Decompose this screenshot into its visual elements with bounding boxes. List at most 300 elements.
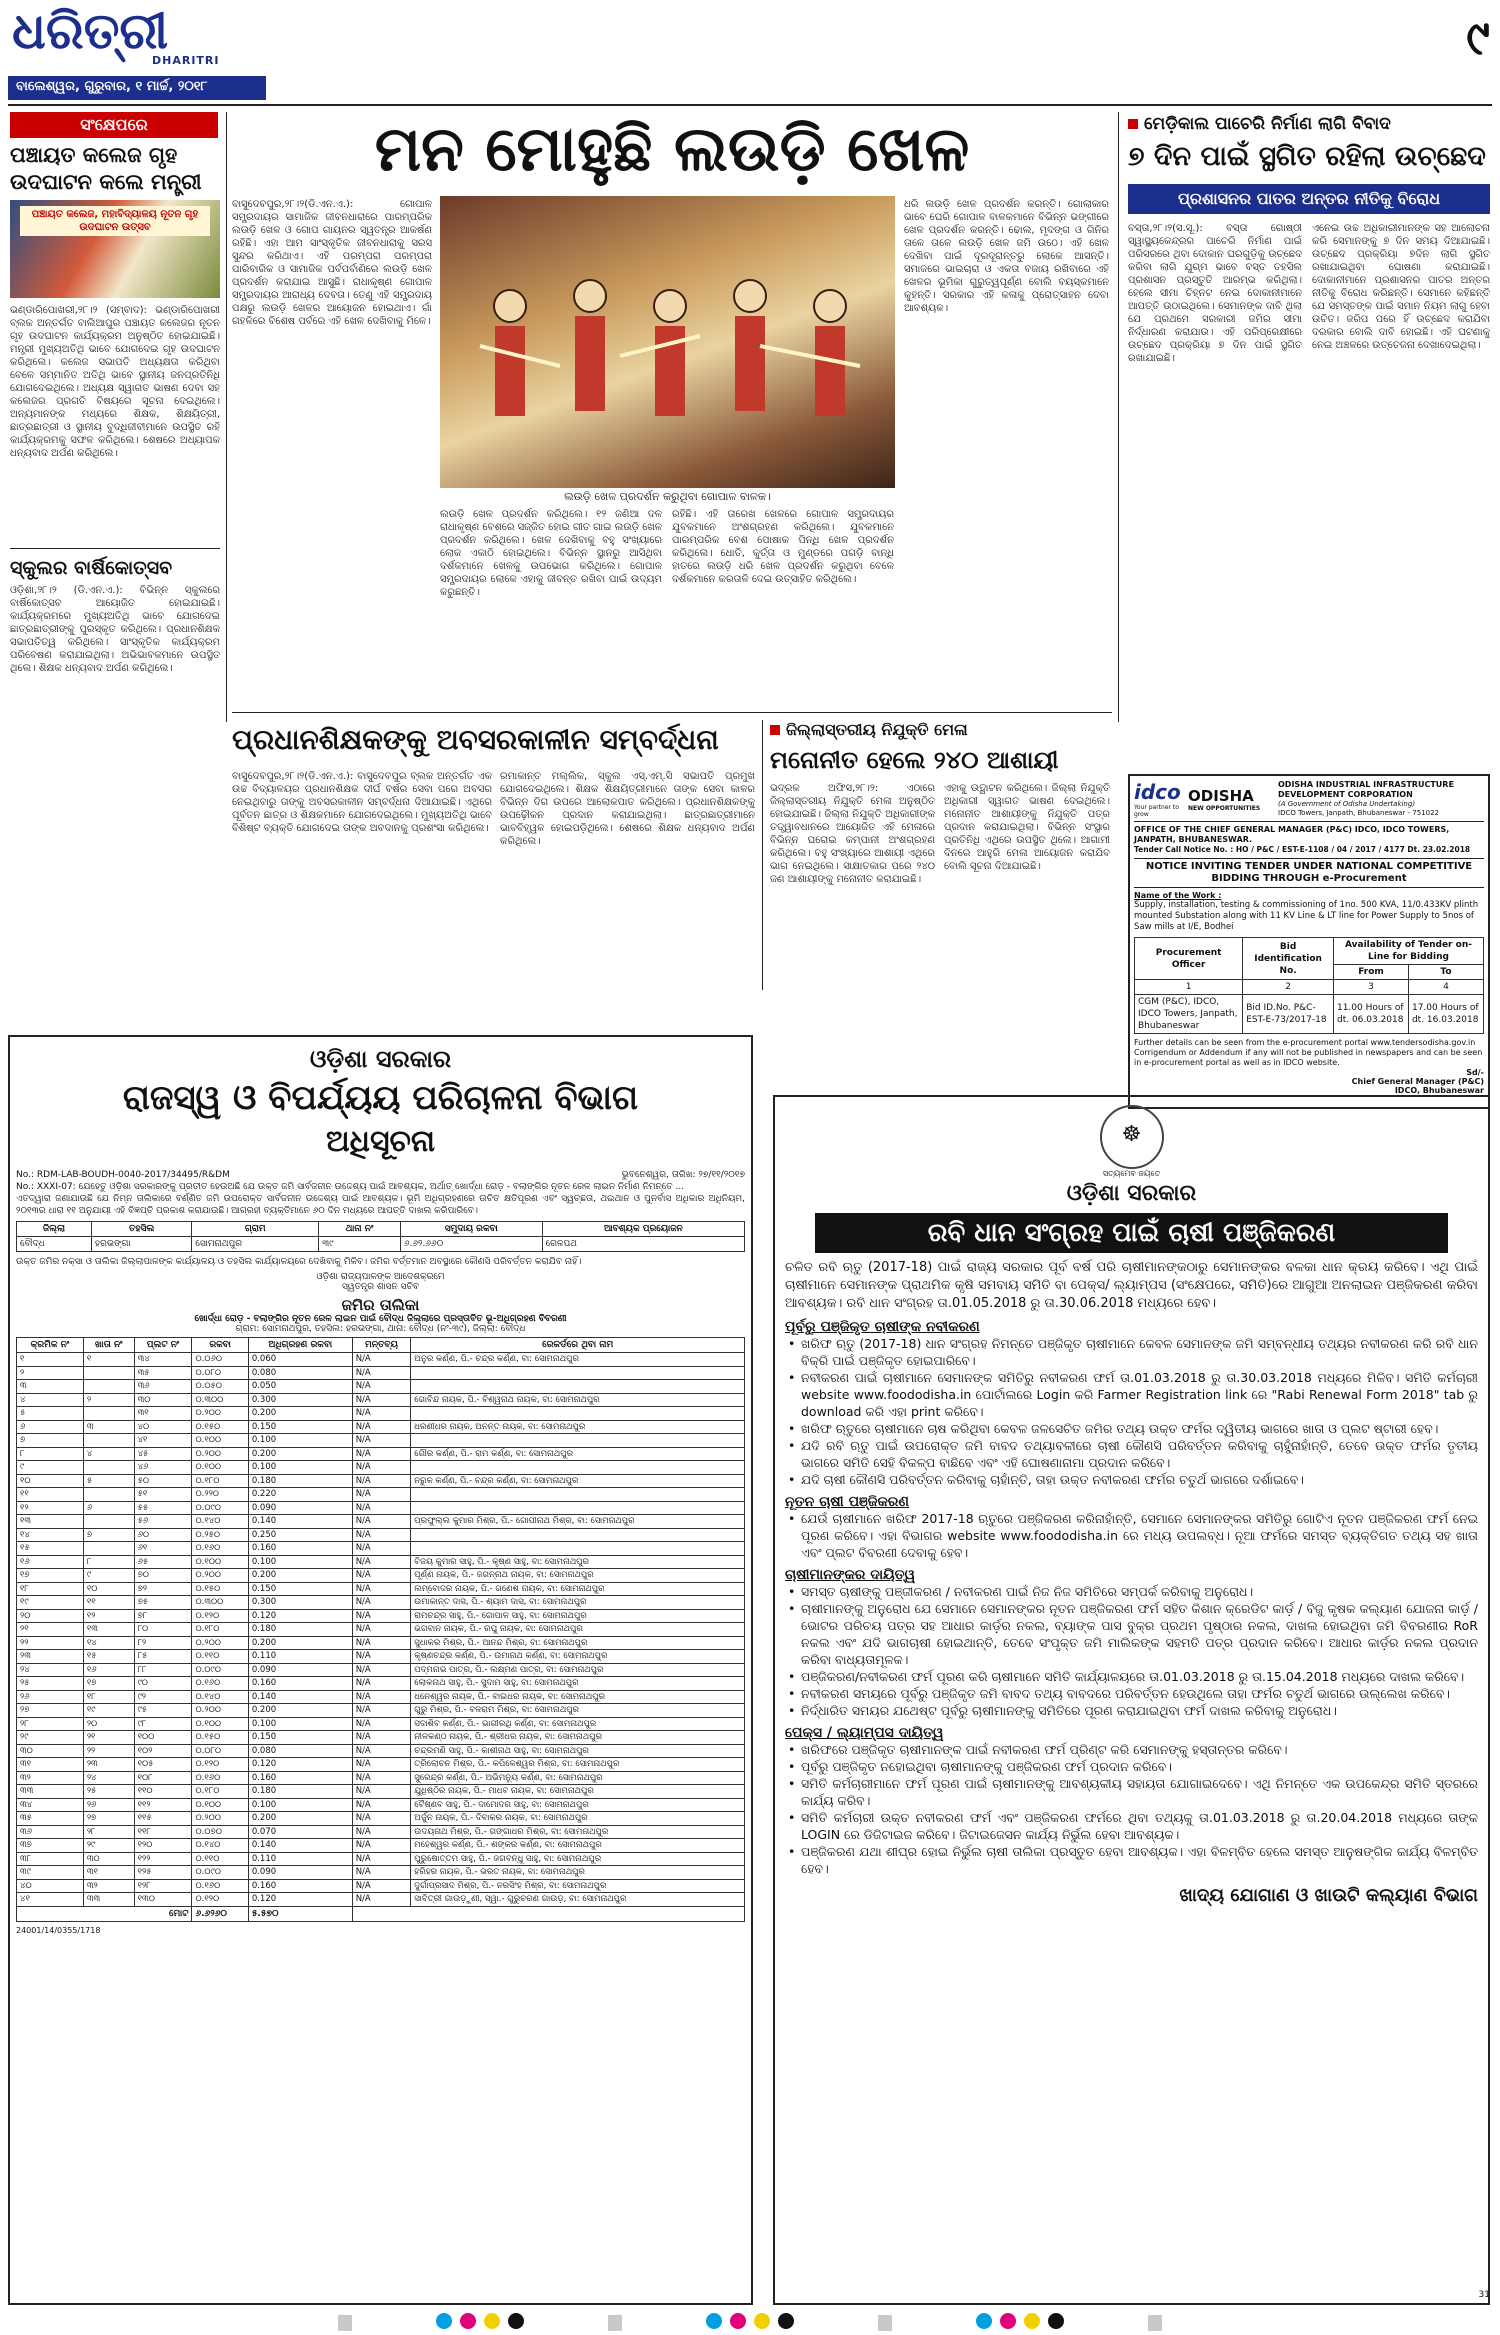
idco-footer: Further details can be seen from the e-procurement portal www.tendersodisha.gov.in Corrigendum or Addendum if any will not be published in newspapers and can be seen in e-procurement portal as well as in IDCO website. (1134, 1038, 1483, 1067)
table-cell: ୨ (83, 1393, 134, 1407)
table-row (17, 1798, 745, 1812)
table-cell: ୩୪ (17, 1798, 84, 1812)
table-cell: ୦.୧୪୦ (192, 1839, 248, 1853)
idco-th: Availability of Tender on-Line for Bidding (1333, 938, 1483, 965)
table-cell: ଅର୍ଜୁନ ନାୟକ, ପି.- ଦିବାକର ନାୟକ, ବା: ସୋମନାଥପୁର (411, 1812, 745, 1826)
table-cell: ୩୨ (17, 1771, 84, 1785)
table-cell: ୩୦ (134, 1393, 192, 1407)
table-row (17, 1852, 745, 1866)
table-cell: ଯୁଧିଷ୍ଠିର ନାୟକ, ପି.- ମାଧବ ନାୟକ, ବା: ସୋମନାଥପୁର (411, 1785, 745, 1799)
revenue-th: ଥାନା ନଂ (319, 1222, 401, 1237)
table-cell: ୧୬ (83, 1663, 134, 1677)
table-cell: ୧୨୮ (134, 1879, 192, 1893)
table-cell: 0.300 (248, 1393, 352, 1407)
list-item: • ପୂର୍ବରୁ ପଞ୍ଜିକୃତ ନହୋଇଥିବା ଚାଷୀମାନଙ୍କୁ ପଞ୍ଜିକରଣ ଫର୍ମ ପ୍ରଦାନ କରିବେ। (785, 1758, 1478, 1775)
revenue-dept: ରାଜସ୍ୱ ଓ ବିପର୍ଯ୍ୟୟ ପରିଚାଳନା ବିଭାଗ (122, 1078, 639, 1118)
table-cell: N/A (352, 1366, 411, 1380)
gray-block (1148, 2315, 1162, 2331)
medical-col1: ବସ୍ତା,୨୮।୨(ସ.ସୂ.): ବସ୍ତା ଗୋଷ୍ଠୀ ସ୍ୱାସ୍ଥ୍ୟକେନ୍ଦ୍ରର ପାଚେରି ନିର୍ମାଣ ପାଇଁ ପରିସରରେ ଥିବା ଦୋକାନ ଘରଗୁଡ଼ିକୁ ଉଚ୍ଛେଦ କରିବା ଲାଗି ଯୁଗ୍ମ ଭାବେ ବସ୍ତ ତହସିଲ ପ୍ରଶାସନ ପ୍ରସ୍ତୁତି ଆରମ୍ଭ କରିଥିଲା। ହେଲେ ସୀମା ଚିହ୍ନଟ ନେଇ ଦୋକାନୀମାନେ ଆପତ୍ତି ଉଠାଇଥିଲେ। ସେମାନଙ୍କ ଦାବି ଥିଲା ଯେ ପ୍ରଥମେ ସରକାରୀ ଜମିର ସୀମା ନିର୍ଦ୍ଧାରଣ କରାଯାଉ। ଏହି ପରିପ୍ରେକ୍ଷୀରେ ଉଚ୍ଛେଦ ପ୍ରକ୍ରିୟା ୭ ଦିନ ପାଇଁ ସ୍ଥଗିତ ରଖାଯାଇଛି। (1128, 223, 1302, 364)
table-cell: ୨୦ (17, 1609, 84, 1623)
school-body: ଓଡ଼ିଶା,୨୮।୨ (ଡି.ଏନ.ଏ.): ବିଭିନ୍ନ ସ୍କୁଲରେ ବାର୍ଷିକୋତ୍ସବ ଆୟୋଜିତ ହୋଇଯାଇଛି। କାର୍ଯ୍ୟକ୍ରମରେ ମୁଖ୍ୟଅତିଥି ଭାବେ ଯୋଗଦେଇ ଛାତ୍ରଛାତ୍ରୀଙ୍କୁ ପୁରସ୍କୃତ କରିଥିଲେ। ପ୍ରଧାନଶିକ୍ଷକ ସଭାପତିତ୍ୱ କରିଥିଲେ। ସାଂସ୍କୃତିକ କାର୍ଯ୍ୟକ୍ରମ ପରିବେଷଣ କରାଯାଇଥିଲା। ଅଭିଭାବକମାନେ ଉପସ୍ଥିତ ଥିଲେ। ଶିକ୍ଷକ ଧନ୍ୟବାଦ ଅର୍ପଣ କରିଥିଲେ। (10, 585, 220, 674)
revenue-td: ୬.୬୨.୬୬୦ (400, 1237, 542, 1252)
table-cell: N/A (352, 1569, 411, 1583)
table-cell: 0.110 (248, 1650, 352, 1664)
table-cell (83, 1434, 134, 1448)
rojgar-col1: ଭଦ୍ରକ ଅଫିସ,୨୮।୨: ଏଠାରେ ଜିଲ୍ଲାସ୍ତରୀୟ ନିଯୁକ୍ତି ମେଳା ଅନୁଷ୍ଠିତ ହୋଇଯାଇଛି। ଜିଲ୍ଲା ନିଯୁକ୍ତି ଅଧିକାରୀଙ୍କ ତତ୍ତ୍ୱାବଧାନରେ ଆୟୋଜିତ ଏହି ମେଳାରେ ବିଭିନ୍ନ ଘରୋଇ କମ୍ପାନୀ ଅଂଶଗ୍ରହଣ କରିଥିଲେ। ବହୁ ସଂଖ୍ୟାରେ ଆଶାୟୀ ଏଥିରେ ଭାଗ ନେଇଥିଲେ। ସାକ୍ଷାତକାର ପରେ ୨୪୦ ଜଣ ଆଶାୟୀଙ୍କୁ ମନୋନୀତ କରାଯାଇଛି। (770, 783, 935, 885)
logo-text: ଧରିତ୍ରୀ (12, 1, 169, 60)
table-row (17, 1825, 745, 1839)
idco-sign: Chief General Manager (P&C) (1351, 1077, 1484, 1086)
table-cell: ପୁରୁଷୋତ୍ତମ ସାହୁ, ପି.- ଜଗବନ୍ଧୁ ସାହୁ, ବା: ସୋମନାଥପୁର (411, 1852, 745, 1866)
table-cell: ୫ (17, 1407, 84, 1421)
rojgar-headline: ମନୋନୀତ ହେଲେ ୨୪୦ ଆଶାୟୀ (770, 746, 1059, 774)
list-item: • ଖରିଫରେ ପଞ୍ଜିକୃତ ଚାଷୀମାନଙ୍କ ପାଇଁ ନବୀକରଣ ଫର୍ମ ପ୍ରିଣ୍ଟ କରି ସେମାନଙ୍କୁ ହସ୍ତାନ୍ତର କରିବେ। (785, 1741, 1478, 1758)
table-cell: ୦.୧୦୦ (192, 1798, 248, 1812)
table-cell: ୨୮ (83, 1825, 134, 1839)
table-cell: ୦.୨୦୦ (192, 1447, 248, 1461)
table-row (17, 1609, 745, 1623)
table-cell: ଭଗବାନ ନାୟକ, ପି.- ରଘୁ ନାୟକ, ବା: ସୋମନାଥପୁର (411, 1623, 745, 1637)
table-cell: ୬୫ (134, 1555, 192, 1569)
idco-th: From (1333, 965, 1408, 980)
table-cell: ୧୯ (17, 1596, 84, 1610)
table-row (17, 1785, 745, 1799)
table-cell: ୧୦୮ (134, 1771, 192, 1785)
table-cell: ୩୧ (134, 1407, 192, 1421)
revenue-ref1: No.: RDM-LAB-BOUDH-0040-2017/34495/R&DM (16, 1170, 230, 1180)
table-cell: ୧୨୨ (134, 1852, 192, 1866)
table-cell: 0.200 (248, 1636, 352, 1650)
revenue-ref2: No.: XXXI-07: ଯେହେତୁ ଓଡ଼ିଶା ସରକାରଙ୍କୁ ପ୍ରତୀତ ହେଉଅଛି ଯେ ଉକ୍ତ ଜମି ସାର୍ବଜନୀନ ଉଦ୍ଦେଶ୍ୟ ପାଇଁ ଆବଶ୍ୟକ, ଅର୍ଥାତ୍ ଖୋର୍ଦ୍ଧା ରୋଡ଼ - ବଲାଙ୍ଗିର ନୂତନ ରେଳ ଲାଇନ ନିର୍ମାଣ ନିମନ୍ତେ ... (16, 1182, 685, 1192)
table-cell: ୧୨ (17, 1501, 84, 1515)
rabi-intro: ଚଳିତ ରବି ଋତୁ (2017-18) ପାଇଁ ରାଜ୍ୟ ସରକାର ପୂର୍ବ ବର୍ଷ ପରି ଚାଷୀମାନଙ୍କଠାରୁ ସେମାନଙ୍କର ବଳକା ଧାନ କ୍ରୟ କରିବେ। ଏଥି ପାଇଁ ଚାଷୀମାନେ ସେମାନଙ୍କ ପ୍ରାଥମିକ କୃଷି ସମବାୟ ସମିତି ବା ପେକ୍ସ/ ଲ୍ୟାମ୍ପସ (ସଂକ୍ଷେପରେ, ସମିତି)ରେ ଆଗୁଆ ଅନଲାଇନ ପଞ୍ଜିକରଣ କରିବା ଆବଶ୍ୟକ। ରବି ଧାନ ସଂଗ୍ରହ ତା.01.05.2018 ରୁ ତା.30.06.2018 ମଧ୍ୟରେ ହେବ। (785, 1260, 1478, 1311)
revenue-sign2: ସ୍ୱତନ୍ତ୍ର ଶାସନ ସଚିବ (341, 1282, 420, 1292)
table-row (17, 1582, 745, 1596)
sankhepare-photo (10, 200, 220, 298)
schedule-th: ଖାତା ନଂ (83, 1338, 134, 1353)
table-cell: ୨୨ (83, 1744, 134, 1758)
table-cell: N/A (352, 1501, 411, 1515)
table-row (17, 1893, 745, 1907)
rojgar-kicker (770, 720, 1110, 740)
table-cell: ୮୮ (134, 1663, 192, 1677)
table-cell: N/A (352, 1812, 411, 1826)
rabi-govt: ଓଡ଼ିଶା ସରକାର (1066, 1181, 1197, 1206)
column-rule (226, 112, 227, 722)
table-row (17, 1474, 745, 1488)
table-row (17, 1461, 745, 1475)
table-cell: ନରୁଳ କର୍ଣ୍ଣ, ପି.- ଚନ୍ଦ୍ର କର୍ଣ୍ଣ, ବା: ସୋମନାଥପୁର (411, 1474, 745, 1488)
table-cell: ୦.୦୮୦ (192, 1366, 248, 1380)
table-cell: ତ୍ରିଲୋଚନ ମିଶ୍ର, ପି.- କପିଳେଶ୍ୱର ମିଶ୍ର, ବା: ସୋମନାଥପୁର (411, 1758, 745, 1772)
table-cell: ୫୧ (134, 1488, 192, 1502)
revenue-td: ୩୯ (319, 1237, 401, 1252)
table-cell: ୬ (83, 1501, 134, 1515)
table-cell: ୩ (83, 1420, 134, 1434)
table-cell: 0.160 (248, 1771, 352, 1785)
table-row (17, 1866, 745, 1880)
table-cell: 0.090 (248, 1663, 352, 1677)
table-cell: N/A (352, 1353, 411, 1367)
table-cell: N/A (352, 1650, 411, 1664)
footer-page-number: 31 (1478, 2290, 1490, 2300)
table-cell: N/A (352, 1798, 411, 1812)
table-cell: ୨୬ (17, 1690, 84, 1704)
registration-dot (436, 2313, 452, 2329)
table-cell: ୬୧ (134, 1542, 192, 1556)
schedule-th: କ୍ରମିକ ନଂ (17, 1338, 84, 1353)
table-cell: N/A (352, 1744, 411, 1758)
list-item: • ସମିତି କର୍ମଚାରୀ ଉକ୍ତ ନବୀକରଣ ଫର୍ମ ଏବଂ ପଞ୍ଜିକରଣ ଫର୍ମରେ ଥିବା ତଥ୍ୟକୁ ତା.01.03.2018 ରୁ ତା.20.04.2018 ମଧ୍ୟରେ ତାଙ୍କ LOGIN ରେ ଡିଜିଟାଇଜ କରିବେ। ଜିଟାଇଜେସନ କାର୍ଯ୍ୟ ନିର୍ଭୁଲ ହେବା ଆବଶ୍ୟକ। (785, 1809, 1478, 1843)
table-cell: ଗୋବିନ୍ଦ ନାୟକ, ପି.- ବିଶ୍ୱନାଥ ନାୟକ, ବା: ସୋମନାଥପୁର (411, 1393, 745, 1407)
table-cell: ୨୦ (83, 1717, 134, 1731)
revenue-sched-title: ଜମିର ତାଲିକା (341, 1296, 420, 1314)
table-cell: 0.090 (248, 1501, 352, 1515)
masthead-logo (12, 2, 312, 70)
table-cell: ଗୌର କର୍ଣ୍ଣ, ପି.- ରାମ କର୍ଣ୍ଣ, ବା: ସୋମନାଥପୁର (411, 1447, 745, 1461)
table-cell: ୫ (83, 1474, 134, 1488)
table-cell: ୦.୧୬୦ (192, 1542, 248, 1556)
school-headline: ସ୍କୁଲର ବାର୍ଷିକୋତ୍ସବ (10, 557, 173, 579)
table-cell: ୩୩ (17, 1785, 84, 1799)
table-cell: ୦.୧୫୦ (192, 1420, 248, 1434)
table-cell: N/A (352, 1717, 411, 1731)
ludi-col1: ବାସୁଦେବପୁର,୨୮।୨(ଡି.ଏନ.ଏ.): ଗୋପାଳ ସମ୍ପ୍ରଦାୟର ସାମାଜିକ ଜୀବନଧାରାରେ ପାରମ୍ପରିକ ଲଉଡ଼ି ଖେଳ ଓ ଗୋପ ଗାୟନର ସ୍ୱତନ୍ତ୍ର ଆକର୍ଷଣ ରହିଛି। ଏହା ଆମ ସାଂସ୍କୃତିକ ଜୀବନଧାରାକୁ ସରସ ସୁନ୍ଦର କରିଥାଏ। ଏହି ପରମ୍ପରା ପରମ୍ପରା ପାରିବାରିକ ଓ ସାମାଜିକ ପର୍ବପର୍ବାଣିରେ ଲଉଡ଼ି ଖେଳ ପ୍ରଦର୍ଶନ କରାଯାଇ ଆସୁଛି। ରାଧାକୃଷ୍ଣ ଗୋପାଳ ସମ୍ପ୍ରଦାୟର ଆରାଧ୍ୟ ଦେବତା। ତେଣୁ ଏହି ସମ୍ପ୍ରଦାୟ ପକ୍ଷରୁ ଲଉଡ଼ି ଖେଳର ଆୟୋଜନ ହୋଇଥାଏ। ଗାଁ ଗହଳିରେ ବିଶେଷ ପର୍ବରେ ଏହି ଖେଳ ଦେଖିବାକୁ ମିଳେ। (232, 199, 432, 327)
odisha-logo-text: ODISHA (1188, 786, 1254, 805)
table-cell: N/A (352, 1839, 411, 1853)
table-cell: ୨୯ (17, 1731, 84, 1745)
idco-td: CGM (P&C), IDCO, IDCO Towers, Janpath, Bhubaneswar (1135, 995, 1243, 1034)
list-item: • ପଞ୍ଜିକରଣ ଯଥା ଶୀଘ୍ର ହୋଇ ନିର୍ଭୁଲ ଚାଷୀ ତାଲିକା ପ୍ରସ୍ତୁତ ହେବା ଆବଶ୍ୟକ। ଏହା ବିଳମ୍ବିତ ହେଲେ ସମସ୍ତ ଆନୁଷଙ୍ଗିକ କାର୍ଯ୍ୟ ବିଳମ୍ବିତ ହେବ। (785, 1843, 1478, 1877)
color-dots (702, 2313, 798, 2333)
table-cell: 0.140 (248, 1515, 352, 1529)
idco-td: 11.00 Hours of dt. 06.03.2018 (1333, 995, 1408, 1034)
pradhan-col2: ରମାକାନ୍ତ ମଲ୍ଲିକ, ସ୍କୁଲ ଏସ୍.ଏମ୍.ସି ସଭାପତି ପ୍ରମୁଖ ଯୋଗଦେଇଥିଲେ। ଶିକ୍ଷକ ଶିକ୍ଷୟିତ୍ରୀମାନେ ତାଙ୍କ ସେବା କାଳର ବିଭିନ୍ନ ଦିଗ ଉପରେ ଆଲୋକପାତ କରିଥିଲେ। ପ୍ରଧାନଶିକ୍ଷକଙ୍କୁ ଉପଢ଼ୌକନ ପ୍ରଦାନ କରାଯାଇଥିଲା। ଛାତ୍ରଛାତ୍ରୀମାନେ ଭାବବିହ୍ୱଳ ହୋଇପଡ଼ିଥିଲେ। ଶେଷରେ ଶିକ୍ଷକ ଧନ୍ୟବାଦ ଅର୍ପଣ କରିଥିଲେ। (500, 771, 755, 847)
table-cell: N/A (352, 1407, 411, 1421)
masthead (0, 0, 1500, 106)
table-cell: ୯ (83, 1569, 134, 1583)
rabi-s3-list (785, 1583, 1478, 1719)
divider (10, 548, 220, 549)
rabi-section-title: ନୂତନ ଚାଷୀ ପଞ୍ଜିକରଣ (785, 1494, 909, 1510)
gray-block (608, 2315, 622, 2331)
table-cell: ୩୭ (17, 1839, 84, 1853)
table-row (17, 1434, 745, 1448)
idco-td: Bid ID.No. P&C-EST-E-73/2017-18 (1243, 995, 1334, 1034)
idco-table (1134, 937, 1484, 1034)
schedule-th: ପ୍ଲଟ ନଂ (134, 1338, 192, 1353)
divider (232, 712, 1112, 713)
table-cell: N/A (352, 1488, 411, 1502)
table-cell: ୪୧ (17, 1893, 84, 1907)
table-cell: ୦.୧୬୦ (192, 1677, 248, 1691)
table-cell: ୦.୦୭୦ (192, 1825, 248, 1839)
column-rule (762, 720, 763, 990)
table-cell: ୧୩୦ (134, 1893, 192, 1907)
table-cell: ୧୧୮ (134, 1825, 192, 1839)
pradhan-col1: ବାସୁଦେବପୁର,୨୮।୨(ଡି.ଏନ.ଏ.): ବାସୁଦେବପୁର ବ୍ଲକ ଅନ୍ତର୍ଗତ ଏକ ଉଚ୍ଚ ବିଦ୍ୟାଳୟର ପ୍ରଧାନଶିକ୍ଷକ ଦୀର୍ଘ ବର୍ଷର ସେବା ପରେ ଅବସର ନେଇଥିବାରୁ ତାଙ୍କୁ ଅବସରକାଳୀନ ସମ୍ବର୍ଦ୍ଧନା ଦିଆଯାଇଛି। ଏଥିରେ ପୂର୍ବତନ ଛାତ୍ର ଓ ଶିକ୍ଷକମାନେ ଯୋଗଦେଇଥିଲେ। ମୁଖ୍ୟଅତିଥି ଭାବେ ବିଶିଷ୍ଟ ବ୍ୟକ୍ତି ଯୋଗଦେଇ ତାଙ୍କ ଅବଦାନକୁ ପ୍ରଶଂସା କରିଥିଲେ। (232, 771, 492, 834)
table-cell (411, 1366, 745, 1380)
ludi-col2: ଲଉଡ଼ି ଖେଳ ପ୍ରଦର୍ଶନ କରିଥିଲେ। ୧୨ ଜଣିଆ ଦଳ ରାଧାକୃଷ୍ଣ ବେଶରେ ସଜ୍ଜିତ ହୋଇ ଗୀତ ଗାଇ ଲଉଡ଼ି ଖେଳ ପ୍ରଦର୍ଶନ କରିଥିଲେ। ଖେଳ ଦେଖିବାକୁ ବହୁ ସଂଖ୍ୟାରେ ଲୋକ ଏକାଠି ହୋଇଥିଲେ। ବିଭିନ୍ନ ସ୍ଥାନରୁ ଆସିଥିବା ଦର୍ଶକମାନେ ଖେଳକୁ ଉପଭୋଗ କରିଥିଲେ। ଗୋପାଳ ସମ୍ପ୍ରଦାୟର ଲୋକେ ଏହାକୁ ଜୀବନ୍ତ ରଖିବା ପାଇଁ ଉଦ୍ୟମ କରୁଛନ୍ତି। (440, 509, 662, 598)
idco-td: 17.00 Hours of dt. 16.03.2018 (1408, 995, 1483, 1034)
revenue-th: ସମୁଦାୟ ରକବା (400, 1222, 542, 1237)
table-cell: ୦.୧୮୦ (192, 1474, 248, 1488)
revenue-th: ଜିଲ୍ଲା (17, 1222, 92, 1237)
table-cell: N/A (352, 1893, 411, 1907)
table-cell: ହରିହର ନାୟକ, ପି.- ଭରତ ନାୟକ, ବା: ସୋମନାଥପୁର (411, 1866, 745, 1880)
table-cell: ୧୧ (17, 1488, 84, 1502)
schedule-th: ରେକର୍ଡରେ ଥିବା ନାମ (411, 1338, 745, 1353)
table-cell: ୦.୧୦୦ (192, 1434, 248, 1448)
table-cell: 0.060 (248, 1353, 352, 1367)
table-cell: ୨୬ (83, 1798, 134, 1812)
table-row (17, 1731, 745, 1745)
table-cell: ୧୫ (83, 1650, 134, 1664)
table-cell: ୩୬ (17, 1825, 84, 1839)
table-cell: ବିଜୟ କୁମାର ସାହୁ, ପି.- କୃଷ୍ଣ ସାହୁ, ବା: ସୋମନାଥପୁର (411, 1555, 745, 1569)
table-cell: ୩୬ (134, 1380, 192, 1394)
table-cell: ୧୭ (83, 1677, 134, 1691)
table-cell: ୧୨୫ (134, 1866, 192, 1880)
idco-logo-text: idco (1134, 780, 1181, 804)
table-cell: ୧୦୫ (134, 1758, 192, 1772)
list-item: • ଖରିଫ ଋତୁ (2017-18) ଧାନ ସଂଗ୍ରହ ନିମନ୍ତେ ପଞ୍ଜିକୃତ ଚାଷୀମାନେ କେବଳ ସେମାନଙ୍କ ଜମି ସମ୍ବନ୍ଧୀୟ ତଥ୍ୟର ନବୀକରଣ କରି ରବି ଧାନ ବିକ୍ରି ପାଇଁ ପଞ୍ଜିକୃତ ହୋଇପାରିବେ। (785, 1335, 1478, 1369)
table-row (17, 1704, 745, 1718)
table-cell: ୨୧ (17, 1623, 84, 1637)
table-cell (411, 1380, 745, 1394)
idco-notice-title: NOTICE INVITING TENDER UNDER NATIONAL COMPETITIVE BIDDING THROUGH e-Procurement (1134, 858, 1484, 888)
revenue-th: ତହସିଲ (91, 1222, 191, 1237)
table-cell: ୧୬ (17, 1555, 84, 1569)
bullet-square-icon (1128, 119, 1138, 129)
idco-th: Procurement Officer (1135, 938, 1243, 980)
table-cell: N/A (352, 1690, 411, 1704)
column-rule (1118, 112, 1119, 722)
table-row (17, 1366, 745, 1380)
total-value: ୫.୫୭୦ (248, 1906, 352, 1921)
table-row (17, 1663, 745, 1677)
table-cell: N/A (352, 1609, 411, 1623)
table-cell: ୦.୨୦୦ (192, 1636, 248, 1650)
idco-work-label: Name of the Work : (1134, 891, 1222, 900)
table-cell: ୧୩ (17, 1515, 84, 1529)
table-cell: 0.120 (248, 1893, 352, 1907)
list-item: • ନିର୍ଦ୍ଧାରିତ ସମୟର ଯଥେଷ୍ଟ ପୂର୍ବରୁ ଚାଷୀମାନଙ୍କୁ ସମିତିରେ ପୂରଣ କରାଯାଇଥିବା ଫର୍ମ ଦାଖଲ କରିବାକୁ ଅନୁରୋଧ। (785, 1702, 1478, 1719)
table-cell: ୦.୧୪୦ (192, 1515, 248, 1529)
table-cell (83, 1488, 134, 1502)
table-cell: ୨୧ (83, 1731, 134, 1745)
idco-work: Supply, installation, testing & commissioning of 1no. 500 KVA, 11/0.433KV plinth mounted Substation along with 11 KV Line & LT line for Power Supply to 5nos of Saw mills at I/E, Bodhei (1134, 900, 1479, 932)
table-cell: ୬୦ (134, 1528, 192, 1542)
table-row (17, 1623, 745, 1637)
table-cell: ୨୨ (17, 1636, 84, 1650)
table-cell: 0.160 (248, 1542, 352, 1556)
list-item: • ସମସ୍ତ ଚାଷୀଙ୍କୁ ପଞ୍ଜୀକରଣ / ନବୀକରଣ ପାଇଁ ନିଜ ନିଜ ସମିତିରେ ସମ୍ପର୍କ କରିବାକୁ ଅନୁରୋଧ। (785, 1583, 1478, 1600)
table-cell: ପଦ୍ମନାଭ ପାତ୍ର, ପି.- ଲକ୍ଷ୍ମଣ ପାତ୍ର, ବା: ସୋମନାଥପୁର (411, 1663, 745, 1677)
table-cell: N/A (352, 1771, 411, 1785)
table-cell: ୦.୧୫୦ (192, 1582, 248, 1596)
table-cell: ୨୯ (83, 1839, 134, 1853)
table-cell: ୧୪ (17, 1528, 84, 1542)
rabi-section-title: ଚାଷୀମାନଙ୍କର ଦାୟିତ୍ୱ (785, 1567, 916, 1583)
table-cell: ୦.୨୦୦ (192, 1704, 248, 1718)
revenue-govt: ଓଡ଼ିଶା ସରକାର (309, 1045, 452, 1073)
table-cell: ୮ (17, 1447, 84, 1461)
table-cell: ୦.୦୬୦ (192, 1353, 248, 1367)
table-row (17, 1744, 745, 1758)
table-cell: ୨୩ (83, 1758, 134, 1772)
table-cell: ସୁରେନ୍ଦ୍ର କର୍ଣ୍ଣ, ପି.- ଅଭିମନ୍ୟୁ କର୍ଣ୍ଣ, ବା: ସୋମନାଥପୁର (411, 1771, 745, 1785)
table-cell: ୪୬ (134, 1461, 192, 1475)
table-cell: 0.110 (248, 1852, 352, 1866)
table-cell: N/A (352, 1636, 411, 1650)
table-cell (411, 1407, 745, 1421)
registration-dot (754, 2313, 770, 2329)
table-cell (411, 1461, 745, 1475)
table-cell (411, 1542, 745, 1556)
rabi-title: ରବି ଧାନ ସଂଗ୍ରହ ପାଇଁ ଚାଷୀ ପଞ୍ଜିକରଣ (815, 1213, 1448, 1253)
table-cell: ରାମଚନ୍ଦ୍ର ସାହୁ, ପି.- ଗୋପାଳ ସାହୁ, ବା: ସୋମନାଥପୁର (411, 1609, 745, 1623)
table-cell: N/A (352, 1758, 411, 1772)
table-cell: ପ୍ରଫୁଲ୍ଲ କୁମାର ମିଶ୍ର, ପି.- ଗୋପୀନାଥ ମିଶ୍ର, ବା: ସୋମନାଥପୁର (411, 1515, 745, 1529)
table-total-row (17, 1906, 745, 1921)
table-cell: 0.090 (248, 1866, 352, 1880)
table-cell: ୧୯ (83, 1704, 134, 1718)
idco-td: 2 (1243, 980, 1334, 995)
dancers-illustration (440, 196, 895, 488)
table-row (17, 1528, 745, 1542)
table-cell: ୨୪ (83, 1771, 134, 1785)
table-cell: ୦.୧୨୦ (192, 1609, 248, 1623)
registration-dot (730, 2313, 746, 2329)
revenue-td: ହରଭଙ୍ଗା (91, 1237, 191, 1252)
registration-dot (706, 2313, 722, 2329)
total-label: ମୋଟ (17, 1906, 192, 1921)
table-cell: ଧନେଶ୍ୱର ନାୟକ, ପି.- ବାଇଧର ନାୟକ, ବା: ସୋମନାଥପୁର (411, 1690, 745, 1704)
table-cell: ୦.୨୨୦ (192, 1488, 248, 1502)
table-row (17, 1812, 745, 1826)
idco-td: 4 (1408, 980, 1483, 995)
table-cell (411, 1488, 745, 1502)
table-cell: ୦.୧୦୦ (192, 1717, 248, 1731)
print-color-bar (0, 2312, 1500, 2334)
table-cell: 0.200 (248, 1569, 352, 1583)
table-cell: ୦.୧୦୦ (192, 1461, 248, 1475)
table-cell: ୧୧୦ (134, 1785, 192, 1799)
table-cell: N/A (352, 1866, 411, 1880)
table-cell: ସଦାଶିବ କର୍ଣ୍ଣ, ପି.- ଭାଗୀରଥି କର୍ଣ୍ଣ, ବା: ସୋମନାଥପୁର (411, 1717, 745, 1731)
table-cell: N/A (352, 1515, 411, 1529)
table-row (17, 1717, 745, 1731)
table-row (17, 1488, 745, 1502)
table-row (17, 1501, 745, 1515)
table-cell: N/A (352, 1380, 411, 1394)
table-row (17, 1839, 745, 1853)
table-cell (411, 1434, 745, 1448)
medical-kicker-text: ମେଡ଼ିକାଲ ପାଚେରି ନିର୍ମାଣ ଲାଗି ବିବାଦ (1144, 114, 1391, 134)
table-cell: ୫୫ (134, 1501, 192, 1515)
table-cell: ୭୨ (134, 1582, 192, 1596)
table-cell: ବୈଷ୍ଣବ ସାହୁ, ପି.- ଦାମୋଦର ସାହୁ, ବା: ସୋମନାଥପୁର (411, 1798, 745, 1812)
registration-dot (508, 2313, 524, 2329)
gray-block (338, 2315, 352, 2331)
table-cell (83, 1542, 134, 1556)
table-cell: ୧୦୨ (134, 1744, 192, 1758)
revenue-td: ବୌଦ୍ଧ (17, 1237, 92, 1252)
table-cell: ୦.୧୧୦ (192, 1650, 248, 1664)
table-cell: ୮୨ (134, 1636, 192, 1650)
registration-dot (484, 2313, 500, 2329)
rabi-footer: ଖାଦ୍ୟ ଯୋଗାଣ ଓ ଖାଉଟି କଲ୍ୟାଣ ବିଭାଗ (1179, 1885, 1478, 1906)
total-value: ୬.୬୨୬୦ (192, 1906, 248, 1921)
medical-headline: ୭ ଦିନ ପାଇଁ ସ୍ଥଗିତ ରହିଲା ଉଚ୍ଛେଦ (1128, 141, 1486, 172)
table-cell: 0.100 (248, 1798, 352, 1812)
table-row (17, 1636, 745, 1650)
table-row (17, 1555, 745, 1569)
rabi-s4-list (785, 1741, 1478, 1877)
table-cell: 0.220 (248, 1488, 352, 1502)
table-row (17, 1447, 745, 1461)
table-cell: ୩୨ (83, 1879, 134, 1893)
list-item: • ଚାଷୀମାନଙ୍କୁ ଅନୁରୋଧ ଯେ ସେମାନେ ସେମାନଙ୍କର ନୂତନ ପଞ୍ଜିକରଣ ଫର୍ମ ସହିତ କିଶାନ କ୍ରେଡିଟ କାର୍ଡ଼ / ବିଜୁ କୃଷକ କଲ୍ୟାଣ ଯୋଜନା କାର୍ଡ଼ / ଭୋଟର ପରିଚୟ ପତ୍ର ସହ ଆଧାର କାର୍ଡ଼ର ନକଲ, ବ୍ୟାଙ୍କ ପାସ ବୁକ୍ର ପ୍ରଥମ ପୃଷ୍ଠାର ନକଲ, ଦାଖଲ ହୋଇଥିବା ଜମି ବିବରଣୀର RoR ନକଲ ଏବଂ ଯଦି ଭାଗଚାଷୀ ହୋଇଥାନ୍ତି, ତେବେ ସଂପୃକ୍ତ ଜମି ମାଲିକଙ୍କ ସହମତି ପତ୍ର ପ୍ରଦାନ କରିବେ। ଆଧାର କାର୍ଡ଼ର ନକଲ ପ୍ରଦାନ କରିବା ବାଧ୍ୟତାମୂଳକ। (785, 1600, 1478, 1668)
table-cell: N/A (352, 1420, 411, 1434)
rabi-section-title: ପୂର୍ବରୁ ପଞ୍ଜିକୃତ ଚାଷୀଙ୍କ ନବୀକରଣ (785, 1319, 980, 1335)
table-cell: 0.300 (248, 1596, 352, 1610)
idco-org-addr: IDCO Towers, Janpath, Bhubaneswar - 751022 (1278, 809, 1439, 817)
table-row (17, 1515, 745, 1529)
table-cell: ୧୪ (83, 1636, 134, 1650)
revenue-td: ରେଳପଥ (542, 1237, 744, 1252)
revenue-para2: ଉକ୍ତ ଜମିର ନକ୍ସା ଓ ତାଲିକା ଜିଲ୍ଲାପାଳଙ୍କ କାର୍ଯ୍ୟାଳୟ ଓ ତହସିଲ କାର୍ଯ୍ୟାଳୟରେ ଦେଖିବାକୁ ମିଳିବ। ଜମିର ବର୍ତ୍ତମାନ ଅବସ୍ଥାରେ କୌଣସି ପରିବର୍ତ୍ତନ କରାଯିବ ନାହିଁ। (16, 1257, 582, 1267)
table-cell: 0.200 (248, 1447, 352, 1461)
ludi-caption: ଲଉଡ଼ି ଖେଳ ପ୍ରଦର୍ଶନ କରୁଥିବା ଗୋପାଳ ବାଳକ। (564, 490, 771, 503)
table-cell: 0.200 (248, 1812, 352, 1826)
revenue-ref1-date: ଭୁବନେଶ୍ୱର, ତାରିଖ: ୨୭/୧୧/୨୦୧୭ (621, 1170, 745, 1180)
table-cell: ୪୦ (17, 1879, 84, 1893)
registration-dot (778, 2313, 794, 2329)
ludi-col4: ଧରି ଲଉଡ଼ି ଖେଳ ପ୍ରଦର୍ଶନ କରନ୍ତି। ଗୋଲାକାର ଭାବେ ଘେରି ଗୋପାଳ ବାଳକମାନେ ବିଭିନ୍ନ ଭଙ୍ଗୀରେ ଖେଳ ପ୍ରଦର୍ଶନ କରନ୍ତି। ଢୋଲ, ମୃଦଙ୍ଗ ଓ ଗିନିର ତାଳେ ତାଳେ ଲଉଡ଼ି ଖେଳ ଜମି ଉଠେ। ଏହି ଖେଳ ଦେଖିବା ପାଇଁ ଦୂରଦୂରାନ୍ତରୁ ଲୋକେ ଆସନ୍ତି। ସମାଜରେ ଭାଇଚାରା ଓ ଏକତା ବଜାୟ ରଖିବାରେ ଏହି ଖେଳର ଭୂମିକା ଗୁରୁତ୍ୱପୂର୍ଣ୍ଣ ବୋଲି ବୟସ୍କମାନେ କୁହନ୍ତି। ସରକାର ଏହି କଳାକୁ ପ୍ରୋତ୍ସାହନ ଦେବା ଆବଶ୍ୟକ। (904, 199, 1109, 314)
bullet-square-icon (770, 725, 780, 735)
table-row (17, 1677, 745, 1691)
color-dots (972, 2313, 1068, 2333)
gray-block (878, 2315, 892, 2331)
list-item: • ନବୀକରଣ ପାଇଁ ଚାଷୀମାନେ ସେମାନଙ୍କ ସମିତିରୁ ନବୀକରଣ ଫର୍ମ ତା.01.03.2018 ରୁ ତା.30.03.2018 ମଧ୍ୟରେ ମିଳିବ। ସମିତି କର୍ମଚାରୀ website www.foododisha.in ପୋର୍ଟାଲରେ Login କରି Farmer Registration link ରେ "Rabi Renewal Form 2018" tab ରୁ download କରି ଏହା print କରିବେ। (785, 1369, 1478, 1420)
table-cell: ୯୫ (134, 1704, 192, 1718)
table-cell: ୧୧ (83, 1596, 134, 1610)
table-cell: ନୀଳକଣ୍ଠ ନାୟକ, ପି.- ଶ୍ରୀଧର ନାୟକ, ବା: ସୋମନାଥପୁର (411, 1731, 745, 1745)
table-cell: ୧୩ (83, 1623, 134, 1637)
table-cell: ୪ (83, 1447, 134, 1461)
table-cell: N/A (352, 1461, 411, 1475)
table-cell: N/A (352, 1582, 411, 1596)
table-cell: ୮୦ (134, 1623, 192, 1637)
revenue-sign: ଓଡ଼ିଶା ରାଜ୍ୟପାଳଙ୍କ ଆଦେଶକ୍ରମେ (316, 1272, 445, 1282)
table-cell: ୦.୨୦୦ (192, 1812, 248, 1826)
table-cell: 0.180 (248, 1474, 352, 1488)
table-cell: 0.200 (248, 1407, 352, 1421)
photo-banner-text: ପଞ୍ଚାୟତ କଲେଜ, ମହାବିଦ୍ୟାଳୟ ନୂତନ ଗୃହ ଉଦଘାଟନ ଉତ୍ସବ (20, 206, 210, 236)
list-item: • ଯଦି ରବି ଋତୁ ପାଇଁ ଉପରୋକ୍ତ ଜମି ବାବଦ ତଥ୍ୟାବଳୀରେ ଚାଷୀ କୌଣସି ପରିବର୍ତ୍ତନ କରିବାକୁ ଚାହୁଁନାହାଁନ୍ତି, ତେବେ ଉକ୍ତ ଫର୍ମର ତୃତୀୟ ଭାଗରେ ସମିତି ସେହି ବିକଳ୍ପ ବାଛିବେ ଏବଂ ଏହି ଘୋଷଣାନାମା ପ୍ରଦାନ କରିବେ। (785, 1437, 1478, 1471)
table-cell: 0.160 (248, 1677, 352, 1691)
table-cell: 0.050 (248, 1380, 352, 1394)
revenue-sched-sub2: ଗ୍ରାମ: ସୋମନାଥପୁର, ତହସିଲ: ହରଭଙ୍ଗା, ଥାନା: ବୌଦ୍ଧ (ନଂ-୩୯), ଜିଲ୍ଲା: ବୌଦ୍ଧ (235, 1324, 526, 1334)
table-cell: ୨୩ (17, 1650, 84, 1664)
idco-td: 3 (1333, 980, 1408, 995)
list-item: • ନବୀକରଣ ସମୟରେ ପୂର୍ବରୁ ପଞ୍ଜିକୃତ ଜମି ବାବଦ ତଥ୍ୟ ବାବଦରେ ପରିବର୍ତ୍ତନ ହେଉଥିଲେ ତାହା ଫର୍ମର ଚତୁର୍ଥ ଭାଗରେ ଉଲ୍ଲେଖ କରିବେ। (785, 1685, 1478, 1702)
schedule-th: ମନ୍ତବ୍ୟ (352, 1338, 411, 1353)
table-cell: N/A (352, 1474, 411, 1488)
table-cell: ୯୨ (134, 1690, 192, 1704)
